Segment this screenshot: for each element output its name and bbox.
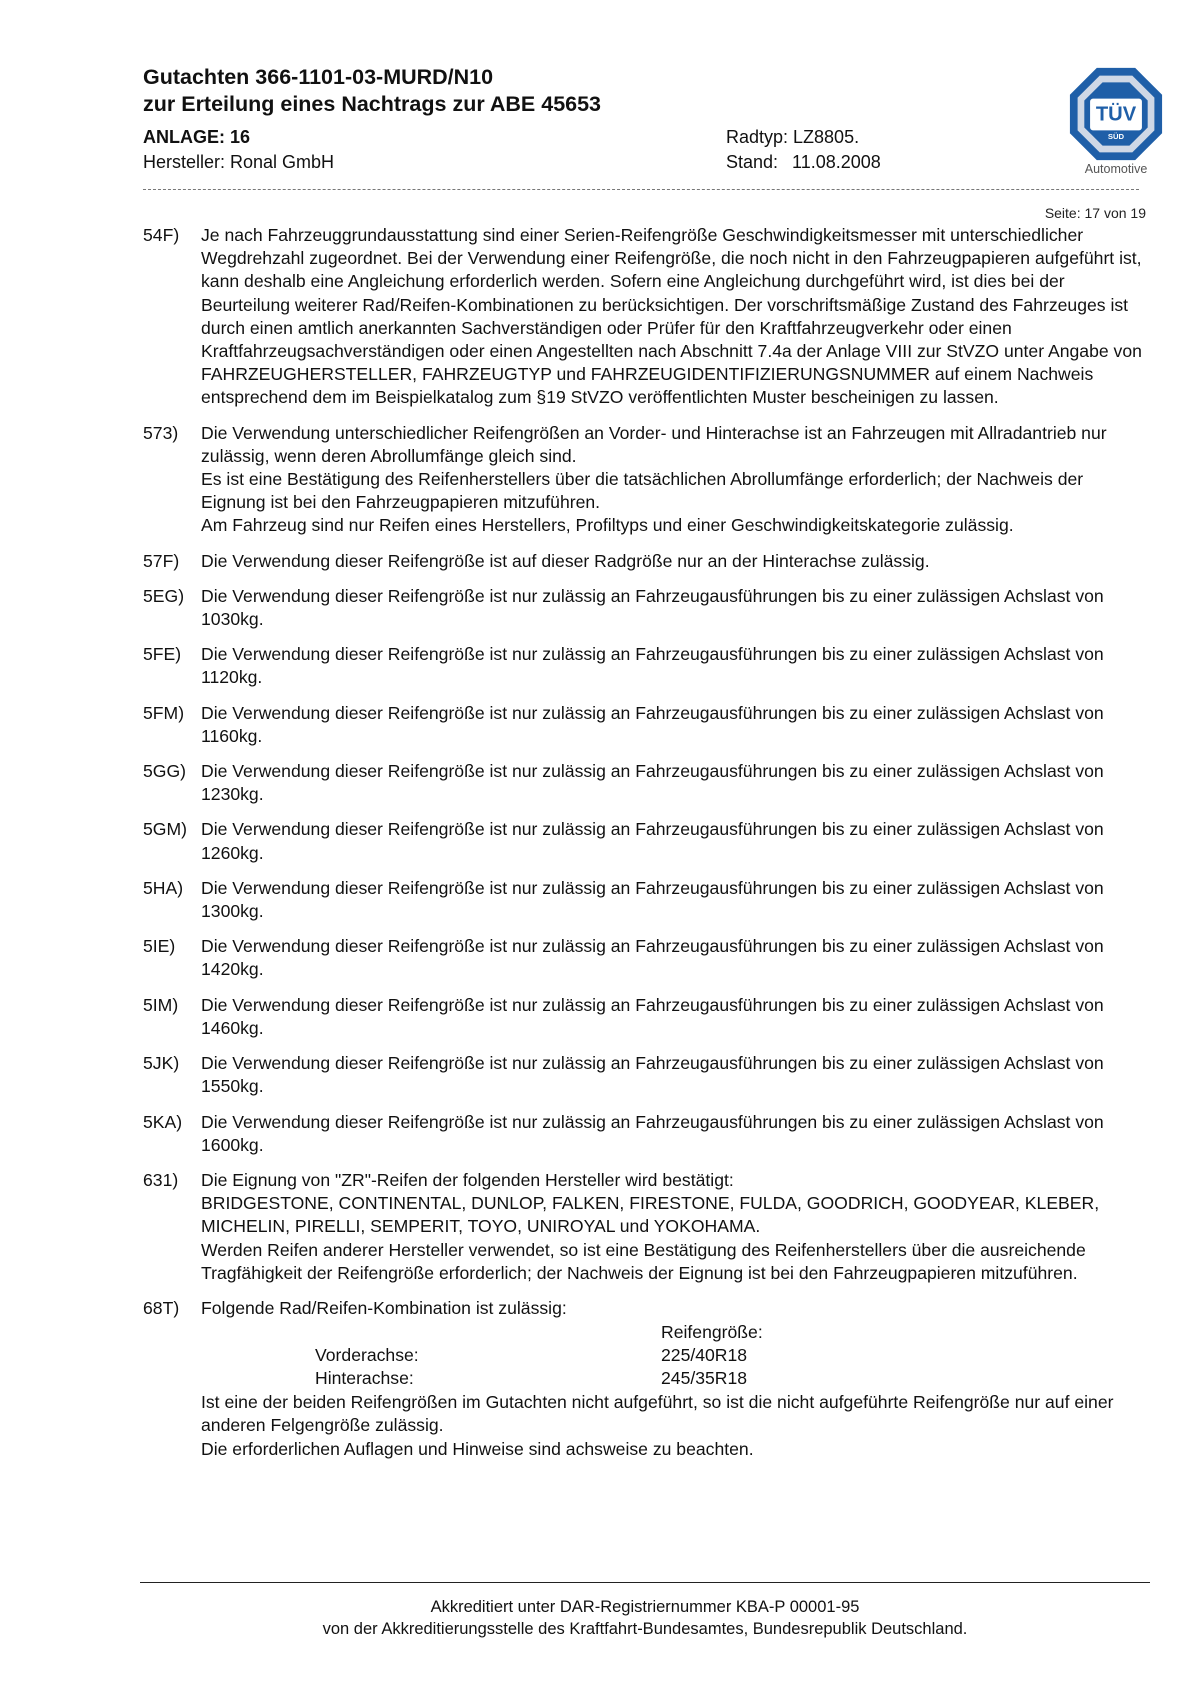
note-code: 5EG) [143,585,185,606]
note-paragraph: Die Verwendung dieser Reifengröße ist nur zulässig an Fahrzeugausführungen bis zu einer zulässigen Achslast von 1160kg. [201,702,1104,746]
note-text [201,1111,1148,1157]
note-code: 5IE) [143,936,176,957]
note-paragraph: Die Verwendung dieser Reifengröße ist auf dieser Radgröße nur an der Hinterachse zulässig. [201,550,930,571]
footer-line-1: Akkreditiert unter DAR-Registriernummer KBA-P 00001-95 [430,1598,860,1616]
note-item [143,585,1148,631]
notes-list [143,224,1148,1285]
note-code: 5FE) [143,644,182,665]
note-paragraph: Die Verwendung dieser Reifengröße ist nur zulässig an Fahrzeugausführungen bis zu einer zulässigen Achslast von 1300kg. [201,877,1104,922]
note-text [201,994,1148,1040]
note-text [201,422,1148,538]
rear-axle-label: Hinterachse: [315,1368,414,1389]
note-item [143,1169,1148,1285]
note-code: 5JK) [143,1053,180,1074]
footer-divider [140,1582,1150,1583]
note-paragraph: Je nach Fahrzeuggrundausstattung sind einer Serien-Reifengröße Geschwindigkeitsmesser mit unterschiedlicher Wegdrehzahl zugeordnet. Bei der Verwendung einer Reifengröße, die noch nicht in den Fahrzeugpapieren aufgeführt ist, kann deshalb eine Angleichung erforderlich werden. Sofern eine Angleichung durchgeführt wird, ist dies bei der Beurteilung weiterer Rad/Reifen-Kombinationen zu berücksichtigen. Der vorschriftsmäßige Zustand des Fahrzeuges ist durch einen amtlich anerkannten Sachverständigen oder Prüfer für den Kraftfahrzeugverkehr oder einen Kraftfahrzeugsachverständigen oder einen Angestellten nach Abschnitt 7.4a der Anlage VIII zur StVZO unter Angabe von FAHRZEUGHERSTELLER, FAHRZEUGTYP und FAHRZEUGIDENTIFIZIERUNGSNUMMER auf einem Nachweis entsprechend dem im Beispielkatalog zum §19 StVZO veröffentlichten Muster bescheinigen zu lassen. [201,225,1142,408]
note-item [143,877,1148,923]
note-paragraph: Am Fahrzeug sind nur Reifen eines Herstellers, Profiltyps und einer Geschwindigkeitskategorie zulässig. [201,515,1014,536]
note-text [201,935,1148,981]
note-paragraph: Die Verwendung unterschiedlicher Reifengrößen an Vorder- und Hinterachse ist an Fahrzeugen mit Allradantrieb nur zulässig, wenn deren Abrollumfänge gleich sind. [201,422,1107,466]
footer [140,1596,1150,1640]
note-paragraph: Die erforderlichen Auflagen und Hinweise sind achsweise zu beachten. [201,1438,754,1459]
anlage-label: ANLAGE: 16 [143,127,251,147]
note-text [201,224,1148,410]
stand-label-text: Stand: [726,152,779,172]
note-paragraph: Die Verwendung dieser Reifengröße ist nur zulässig an Fahrzeugausführungen bis zu einer zulässigen Achslast von 1600kg. [201,1111,1104,1155]
note-paragraph: Die Verwendung dieser Reifengröße ist nur zulässig an Fahrzeugausführungen bis zu einer zulässigen Achslast von 1120kg. [201,644,1104,688]
note-text [201,760,1148,806]
note-text [201,1297,1148,1461]
note-item [143,702,1148,748]
note-paragraph: Die Verwendung dieser Reifengröße ist nur zulässig an Fahrzeugausführungen bis zu einer zulässigen Achslast von 1550kg. [201,1053,1104,1097]
note-paragraph: Ist eine der beiden Reifengrößen im Gutachten nicht aufgeführt, so ist die nicht aufgeführte Reifengröße nur auf einer anderen Felgengröße zulässig. [201,1392,1114,1436]
note-text [201,818,1148,864]
note-code: 57F) [143,550,180,571]
note-item-68t [143,1297,1148,1461]
note-code: 68T) [143,1297,180,1318]
stand-label [726,151,881,173]
notes-section [143,224,1148,1473]
tuv-sud-logo [1068,66,1164,178]
note-paragraph: Die Verwendung dieser Reifengröße ist nur zulässig an Fahrzeugausführungen bis zu einer zulässigen Achslast von 1460kg. [201,994,1104,1038]
note-item [143,994,1148,1040]
note-text [201,1052,1148,1098]
note-paragraph: Die Verwendung dieser Reifengröße ist nur zulässig an Fahrzeugausführungen bis zu einer zulässigen Achslast von 1230kg. [201,761,1104,805]
logo-caption: Automotive [1084,162,1148,176]
note-code: 5KA) [143,1111,183,1132]
rear-axle-value: 245/35R18 [661,1368,748,1389]
note-item [143,1052,1148,1098]
title-line-2: zur Erteilung eines Nachtrags zur ABE 45653 [143,92,602,116]
note-item [143,760,1148,806]
note-code: 631) [143,1169,179,1190]
note-text [201,702,1148,748]
note-item [143,1111,1148,1157]
note-item [143,643,1148,689]
note-code: 5GM) [143,819,187,840]
note-paragraph: BRIDGESTONE, CONTINENTAL, DUNLOP, FALKEN, FIRESTONE, FULDA, GOODRICH, GOODYEAR, KLEBER, MICHELIN, PIRELLI, SEMPERIT, TOYO, UNIROYAL und YOKOHAMA. [201,1193,1100,1237]
logo-subtext: SÜD [1107,131,1125,141]
footer-line-2: von der Akkreditierungsstelle des Kraftfahrt-Bundesamtes, Bundesrepublik Deutschland. [322,1620,968,1638]
note-code: 5HA) [143,877,184,898]
note-text [201,643,1148,689]
title-line-1: Gutachten 366-1101-03-MURD/N10 [143,65,494,89]
page-number: Seite: 17 von 19 [1044,205,1146,221]
note-paragraph: Die Verwendung dieser Reifengröße ist nur zulässig an Fahrzeugausführungen bis zu einer zulässigen Achslast von 1260kg. [201,819,1104,863]
note-item [143,224,1148,410]
note-item [143,818,1148,864]
document-title [143,64,601,118]
front-axle-value: 225/40R18 [661,1345,748,1366]
note-paragraph: Folgende Rad/Reifen-Kombination ist zulässig: [201,1297,567,1318]
note-code: 573) [143,422,179,443]
note-item [143,935,1148,981]
logo-text: TÜV [1095,103,1137,126]
note-text [201,1169,1148,1285]
note-code: 5FM) [143,702,185,723]
front-axle-label: Vorderachse: [315,1345,419,1366]
tuv-octagon-icon [1068,66,1164,162]
note-code: 54F) [143,225,180,245]
radtyp-label: Radtyp: LZ8805. [726,127,860,147]
note-text [201,585,1148,631]
note-paragraph: Die Verwendung dieser Reifengröße ist nur zulässig an Fahrzeugausführungen bis zu einer zulässigen Achslast von 1420kg. [201,936,1104,980]
note-code: 5GG) [143,761,187,782]
header-divider [143,189,1139,190]
stand-date: 11.08.2008 [792,152,881,172]
note-code: 5IM) [143,994,179,1015]
note-item [143,550,1148,573]
note-paragraph: Die Verwendung dieser Reifengröße ist nur zulässig an Fahrzeugausführungen bis zu einer zulässigen Achslast von 1030kg. [201,585,1104,630]
tyre-size-header: Reifengröße: [661,1322,763,1343]
note-text [201,877,1148,923]
note-item [143,422,1148,538]
note-paragraph: Es ist eine Bestätigung des Reifenherstellers über die tatsächlichen Abrollumfänge erforderlich; der Nachweis der Eignung ist bei den Fahrzeugpapieren mitzuführen. [201,469,1084,513]
note-paragraph: Die Eignung von "ZR"-Reifen der folgenden Hersteller wird bestätigt: [201,1169,734,1190]
note-paragraph: Werden Reifen anderer Hersteller verwendet, so ist eine Bestätigung des Reifenherstellers über die ausreichende Tragfähigkeit der Reifengröße erforderlich; der Nachweis der Eignung ist bei den Fahrzeugpapieren mitzuführen. [201,1239,1086,1283]
hersteller-label: Hersteller: Ronal GmbH [143,152,335,172]
wheel-tyre-combination [201,1321,1148,1391]
note-text [201,550,1148,573]
